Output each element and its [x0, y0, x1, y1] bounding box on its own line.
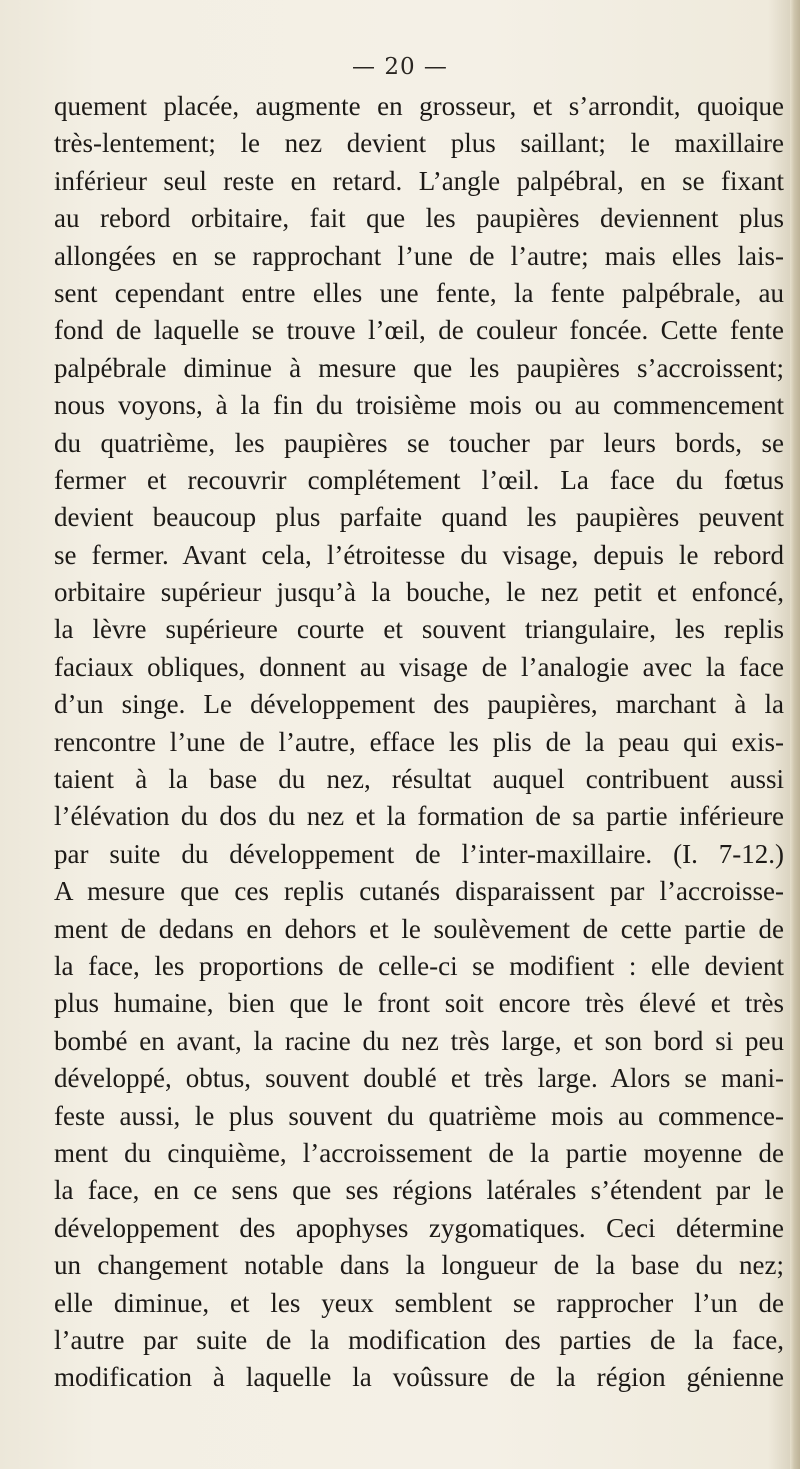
text-line: la face, en ce sens que ses régions latérales s’étendent par le — [54, 1175, 784, 1206]
text-line: fond de laquelle se trouve l’œil, de couleur foncée. Cette fente — [54, 315, 784, 346]
text-line: développement des apophyses zygomatiques. Ceci détermine — [54, 1212, 784, 1243]
text-line: l’autre par suite de la modification des parties de la face, — [54, 1324, 784, 1355]
text-line: se fermer. Avant cela, l’étroitesse du visage, depuis le rebord — [54, 539, 784, 570]
text-line: allongées en se rapprochant l’une de l’autre; mais elles lais- — [54, 240, 784, 271]
body-text — [54, 88, 784, 1397]
text-line: plus humaine, bien que le front soit encore très élevé et très — [54, 988, 784, 1019]
text-line: feste aussi, le plus souvent du quatrième mois au commence- — [54, 1100, 784, 1131]
text-line: inférieur seul reste en retard. L’angle palpébral, en se fixant — [54, 165, 784, 196]
text-line: ment de dedans en dehors et le soulèvement de cette partie de — [54, 913, 784, 944]
text-line: faciaux obliques, donnent au visage de l’analogie avec la face — [54, 651, 784, 682]
text-line: palpébrale diminue à mesure que les paupières s’accroissent; — [54, 352, 784, 383]
page-edge — [790, 0, 800, 1469]
text-line: l’élévation du dos du nez et la formation de sa partie inférieure — [54, 801, 784, 832]
text-line: la lèvre supérieure courte et souvent triangulaire, les replis — [54, 614, 784, 645]
text-line: rencontre l’une de l’autre, efface les plis de la peau qui exis- — [54, 726, 784, 757]
text-line: par suite du développement de l’inter-maxillaire. (I. 7-12.) — [54, 838, 784, 869]
text-line: devient beaucoup plus parfaite quand les paupières peuvent — [54, 502, 784, 533]
text-line: au rebord orbitaire, fait que les paupières deviennent plus — [54, 203, 784, 234]
text-line: quement placée, augmente en grosseur, et s’arrondit, quoique — [54, 91, 784, 121]
text-line: orbitaire supérieur jusqu’à la bouche, le nez petit et enfoncé, — [54, 577, 784, 608]
text-line: du quatrième, les paupières se toucher par leurs bords, se — [54, 427, 784, 458]
text-line: la face, les proportions de celle-ci se modifient : elle devient — [54, 950, 784, 981]
page-number: — 20 — — [352, 54, 448, 80]
text-line: un changement notable dans la longueur de la base du nez; — [54, 1250, 784, 1281]
text-line: très-lentement; le nez devient plus saillant; le maxillaire — [54, 128, 784, 159]
text-line: modification à laquelle la voûssure de la région génienne — [54, 1362, 784, 1393]
text-line: bombé en avant, la racine du nez très large, et son bord si peu — [54, 1025, 784, 1056]
text-line: ment du cinquième, l’accroissement de la partie moyenne de — [54, 1137, 784, 1168]
text-line: nous voyons, à la fin du troisième mois ou au commencement — [54, 390, 784, 421]
text-line: A mesure que ces replis cutanés disparaissent par l’accroisse- — [54, 876, 784, 907]
text-line: elle diminue, et les yeux semblent se rapprocher l’un de — [54, 1287, 784, 1318]
text-line: fermer et recouvrir complétement l’œil. La face du fœtus — [54, 464, 784, 495]
text-line: sent cependant entre elles une fente, la fente palpébrale, au — [54, 277, 784, 308]
text-line: d’un singe. Le développement des paupières, marchant à la — [54, 689, 784, 720]
text-line: développé, obtus, souvent doublé et très large. Alors se mani- — [54, 1063, 784, 1094]
text-line: taient à la base du nez, résultat auquel contribuent aussi — [54, 764, 784, 795]
